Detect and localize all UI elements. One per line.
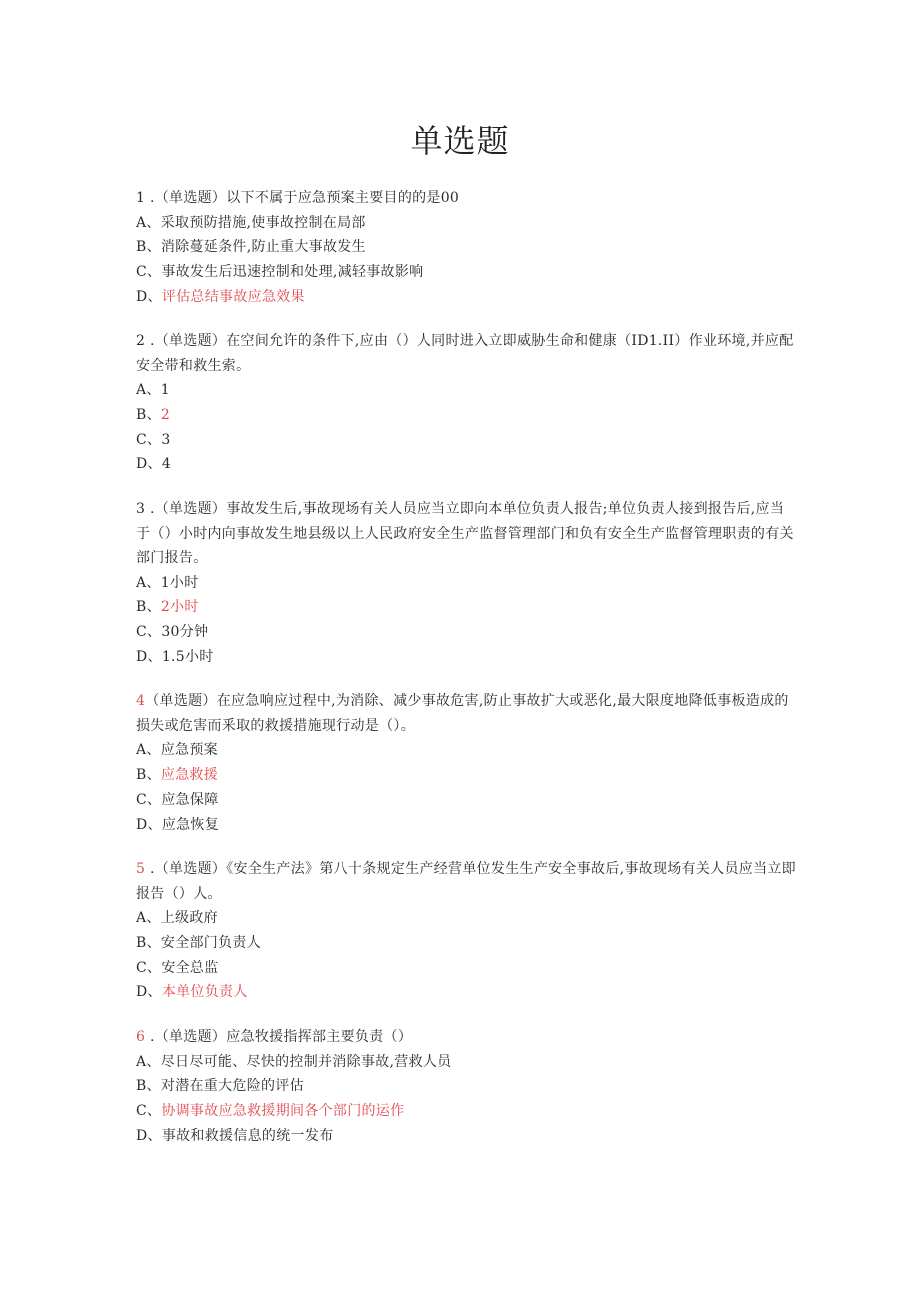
option-letter: C、 [136,624,162,641]
question-item [136,857,796,1005]
question-text: （单选题）在应急响应过程中,为消除、减少事故危害,防止事故扩大或恶化,最大限度地降低事板造成的损失或危害而釆取的救援措施现行动是（）。 [136,693,789,734]
option-text: 1 [160,382,170,399]
question-text: .（单选题）在空间允许的条件下,应由（）人同时进入立即威胁生命和健康（ID1.II）作业环境,并应配安全带和救生索。 [136,333,794,374]
option-letter: C、 [136,263,162,280]
option-text: 采取预防措施,使事故控制在局部 [160,214,366,231]
question-item [136,497,796,669]
question-number: 6 [136,1029,146,1046]
option-letter: D、 [136,816,162,833]
correct-answer-text: 2小时 [160,599,199,616]
question-number: 1 [136,190,146,206]
option-letter: B、 [136,239,161,256]
answer-option [136,788,796,813]
option-text: 消除蔓延条件,防止重大事故发生 [160,239,366,256]
question-text: .（单选题）以下不属于应急预案主要目的的是00 [145,190,460,206]
option-text: 上级政府 [160,910,218,927]
answer-option [136,378,796,403]
option-text: 应急保障 [161,791,219,808]
page-title: 单选题 [410,122,510,160]
correct-answer-text: 2 [160,407,171,424]
question-stem [136,857,796,906]
option-letter: C、 [136,791,162,808]
correct-answer-text: 协调事故应急救援期间各个部门的运作 [161,1102,405,1119]
option-letter: A、 [136,214,161,231]
answer-option [136,452,796,477]
answer-option [136,1074,796,1099]
option-text: 事故和救援信息的统一发布 [161,1127,334,1144]
question-item [136,1025,796,1148]
option-text: 安全总监 [161,959,219,976]
option-letter: B、 [136,1078,161,1095]
option-letter: A、 [136,574,161,591]
question-text: .（单选题）《安全生产法》第八十条规定生产经营单位发生生产安全事故后,事故现场有关人员应当立即报告（）人。 [136,861,796,902]
answer-option [136,980,796,1005]
option-text: 4 [161,456,172,473]
question-number: 5 [136,861,146,878]
option-letter: B、 [136,934,161,951]
option-letter: A、 [136,1053,161,1070]
question-stem [136,329,796,378]
option-text: 应急预案 [160,742,218,759]
option-letter: D、 [136,648,162,665]
answer-option [136,571,796,596]
answer-option [136,260,796,285]
option-letter: B、 [136,407,161,424]
option-text: 事故发生后迅速控制和处理,减轻事故影响 [161,263,424,280]
option-letter: D、 [136,456,162,473]
question-stem [136,186,796,211]
option-text: 对潜在重大危险的评估 [160,1078,304,1095]
answer-option [136,620,796,645]
question-stem [136,689,796,738]
question-stem [136,1025,796,1050]
answer-option [136,763,796,788]
correct-answer-text: 评估总结事故应急效果 [161,288,305,305]
correct-answer-text: 应急救援 [160,767,219,784]
question-text: .（单选题）事故发生后,事故现场有关人员应当立即向本单位负责人报告;单位负责人接到报告后,应当于（）小时内向事故发生地县级以上人民政府安全生产监督管理部门和负有安全生产监督管理职责的有关部门报告。 [136,501,794,567]
answer-option [136,738,796,763]
option-letter: D、 [136,288,162,305]
answer-option [136,1124,796,1149]
answer-option [136,645,796,670]
question-stem [136,497,796,571]
option-text: 1小时 [160,574,199,591]
option-letter: A、 [136,382,161,399]
option-text: 30分钟 [161,624,209,641]
answer-option [136,211,796,236]
option-letter: C、 [136,431,162,448]
option-letter: A、 [136,910,161,927]
question-item [136,186,796,309]
answer-option [136,235,796,260]
option-text: 3 [161,431,171,448]
option-letter: A、 [136,742,161,759]
question-item [136,689,796,837]
option-letter: D、 [136,1127,162,1144]
option-letter: B、 [136,599,161,616]
option-letter: B、 [136,767,161,784]
option-text: 1.5小时 [161,648,214,665]
answer-option [136,931,796,956]
answer-option [136,906,796,931]
answer-option [136,1050,796,1075]
option-text: 安全部门负责人 [160,934,261,951]
question-number: 2 [136,333,146,350]
answer-option [136,595,796,620]
answer-option [136,1099,796,1124]
question-text: .（单选题）应急牧援指挥部主要负责（） [145,1029,413,1046]
option-letter: C、 [136,959,162,976]
option-letter: D、 [136,984,162,1001]
question-item [136,329,796,477]
option-letter: C、 [136,1102,162,1119]
option-text: 尽日尽可能、尽快的控制并消除事故,营救人员 [160,1053,452,1070]
answer-option [136,403,796,428]
answer-option [136,813,796,838]
option-text: 应急恢复 [161,816,220,833]
question-list [136,186,796,1168]
correct-answer-text: 本单位负责人 [161,984,248,1001]
answer-option [136,956,796,981]
question-number: 4 [136,693,146,710]
question-number: 3 [136,501,146,518]
answer-option [136,285,796,310]
answer-option [136,428,796,453]
